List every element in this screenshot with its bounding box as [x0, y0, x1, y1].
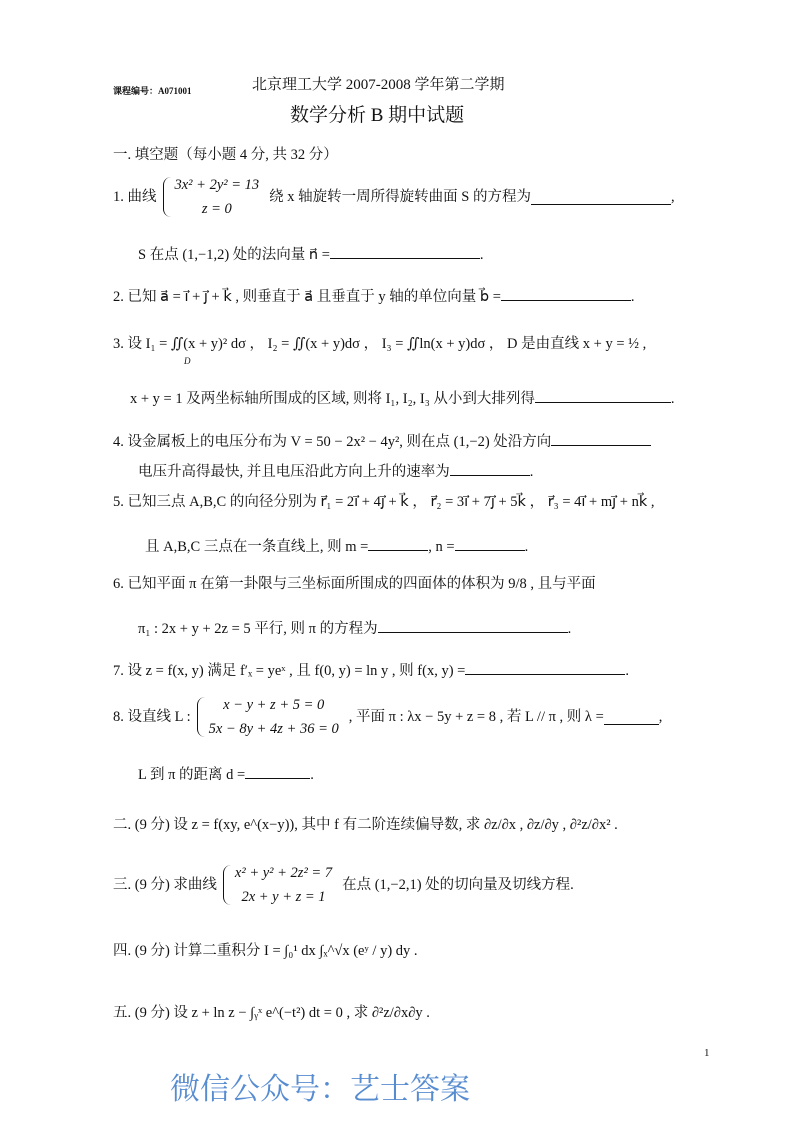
- page-number: 1: [704, 1047, 710, 1059]
- q7: [113, 660, 629, 680]
- punct: .: [310, 767, 314, 783]
- q5: 5. 已知三点 A,B,C 的向径分别为 r⃗₁ = 2i⃗ + 4j⃗ + k⃗ ， r⃗₂ = 3i⃗ + 7j⃗ + 5k⃗ ， r⃗₃ = 4i⃗ + mj⃗ + nk⃗ ,: [113, 494, 655, 510]
- q6: 6. 已知平面 π 在第一卦限与三坐标面所围成的四面体的体积为 9/8 , 且与平面: [113, 576, 596, 592]
- q7-question: 7. 设 z = f(x, y) 满足 f′ₓ = yeˣ , 且 f(0, y) = ln y , 则 f(x, y) =: [113, 663, 466, 679]
- q4-answer-blank: [551, 431, 651, 446]
- s3-system: [235, 864, 332, 906]
- brace: [197, 697, 205, 737]
- q3-answer-blank: [535, 388, 671, 403]
- section1-heading: 一. 填空题（每小题 4 分, 共 32 分）: [113, 147, 338, 163]
- s3-text: 在点 (1,−2,1) 处的切向量及切线方程.: [342, 877, 574, 893]
- q1-system: [175, 176, 260, 218]
- q4: [113, 431, 651, 451]
- punct: ,: [658, 709, 663, 725]
- q7-answer-blank: [465, 660, 625, 675]
- q6-question2: π₁ : 2x + y + 2z = 5 平行, 则 π 的方程为: [138, 621, 378, 637]
- punct: .: [479, 247, 484, 263]
- brace: [163, 177, 171, 217]
- q2-answer-blank: [501, 286, 631, 301]
- q3: 3. 设 I₁ = ∬(x + y)² dσ ， I₂ = ∬(x + y)dσ ， I₃ = ∬ln(x + y)dσ ， D 是由直线 x + y = ½ ,: [113, 336, 647, 352]
- q8-question: , 平面 π : λx − 5y + z = 8 , 若 L // π , 则 λ =: [348, 709, 604, 725]
- q8-num: 8. 设直线 L :: [113, 709, 191, 725]
- punct: .: [529, 464, 534, 480]
- q5-question2: 且 A,B,C 三点在一条直线上, 则 m =: [145, 539, 369, 555]
- q1-eq1: 3x² + 2y² = 13: [174, 177, 260, 193]
- course-code: 课程编号：A071001: [113, 86, 192, 96]
- q8-question2: L 到 π 的距离 d =: [138, 767, 246, 783]
- q8-line2: [138, 764, 314, 784]
- q4-question2: 电压升高得最快, 并且电压沿此方向上升的速率为: [138, 464, 450, 480]
- page-title: 数学分析 B 期中试题: [290, 105, 465, 126]
- q3-domain-sub: D: [184, 356, 191, 366]
- q3-line2: [130, 388, 675, 408]
- m-answer-blank: [368, 536, 428, 551]
- q1-question2: S 在点 (1,−1,2) 处的法向量 n⃗ =: [138, 247, 330, 263]
- q8-eq1: x − y + z + 5 = 0: [223, 697, 325, 713]
- q8-system: [209, 696, 339, 738]
- q2-question: 2. 已知 a⃗ = i⃗ + j⃗ + k⃗ , 则垂直于 a⃗ 且垂直于 y 轴的单位向量 b⃗ =: [113, 289, 501, 305]
- q1-eq2: z = 0: [201, 201, 232, 217]
- q4-answer-blank2: [450, 461, 530, 476]
- q8-eq2: 5x − 8y + 4z + 36 = 0: [208, 721, 339, 737]
- s3-num: 三. (9 分) 求曲线: [113, 877, 217, 893]
- d-answer-blank: [245, 764, 310, 779]
- q1-line2: [138, 244, 484, 264]
- punct: .: [625, 663, 629, 679]
- q1-num: 1. 曲线: [113, 189, 157, 205]
- lambda-answer-blank: [604, 710, 659, 725]
- q1-answer-blank2: [330, 244, 480, 259]
- q4-line2: [138, 461, 533, 481]
- s3-eq1: x² + y² + 2z² = 7: [234, 865, 333, 881]
- punct: .: [630, 289, 635, 305]
- section4: 四. (9 分) 计算二重积分 I = ∫₀¹ dx ∫ₓ^√x (eʸ / y) dy .: [113, 943, 418, 959]
- q6-line2: [138, 618, 571, 638]
- q4-question: 4. 设金属板上的电压分布为 V = 50 − 2x² − 4y², 则在点 (1,−2) 处沿方向: [113, 434, 552, 450]
- section5: 五. (9 分) 设 z + ln z − ∫ᵧˣ e^(−t²) dt = 0 , 求 ∂²z/∂x∂y .: [113, 1005, 430, 1021]
- punct: .: [524, 539, 529, 555]
- q5-mid: , n =: [428, 539, 455, 555]
- n-answer-blank: [455, 536, 525, 551]
- q3-question2: x + y = 1 及两坐标轴所围成的区域, 则将 I₁, I₂, I₃ 从小到大排列得: [130, 391, 535, 407]
- q2: [113, 286, 635, 306]
- punct: ,: [670, 189, 675, 205]
- q5-line2: [145, 536, 528, 556]
- punct: .: [567, 621, 572, 637]
- brace: [223, 865, 231, 905]
- watermark: 微信公众号：艺士答案: [170, 1072, 470, 1107]
- section2: 二. (9 分) 设 z = f(xy, e^(x−y)), 其中 f 有二阶连续偏导数, 求 ∂z/∂x , ∂z/∂y , ∂²z/∂x² .: [113, 817, 618, 833]
- q1-row: [113, 176, 675, 218]
- q6-answer-blank: [378, 618, 568, 633]
- q1-answer-blank: [531, 190, 671, 205]
- s3-eq2: 2x + y + z = 1: [241, 889, 326, 905]
- school-term: 北京理工大学 2007-2008 学年第二学期: [252, 77, 505, 93]
- s3-row: [113, 864, 574, 906]
- punct: .: [670, 391, 675, 407]
- q8-row: [113, 696, 662, 738]
- q1-question: 绕 x 轴旋转一周所得旋转曲面 S 的方程为: [269, 189, 531, 205]
